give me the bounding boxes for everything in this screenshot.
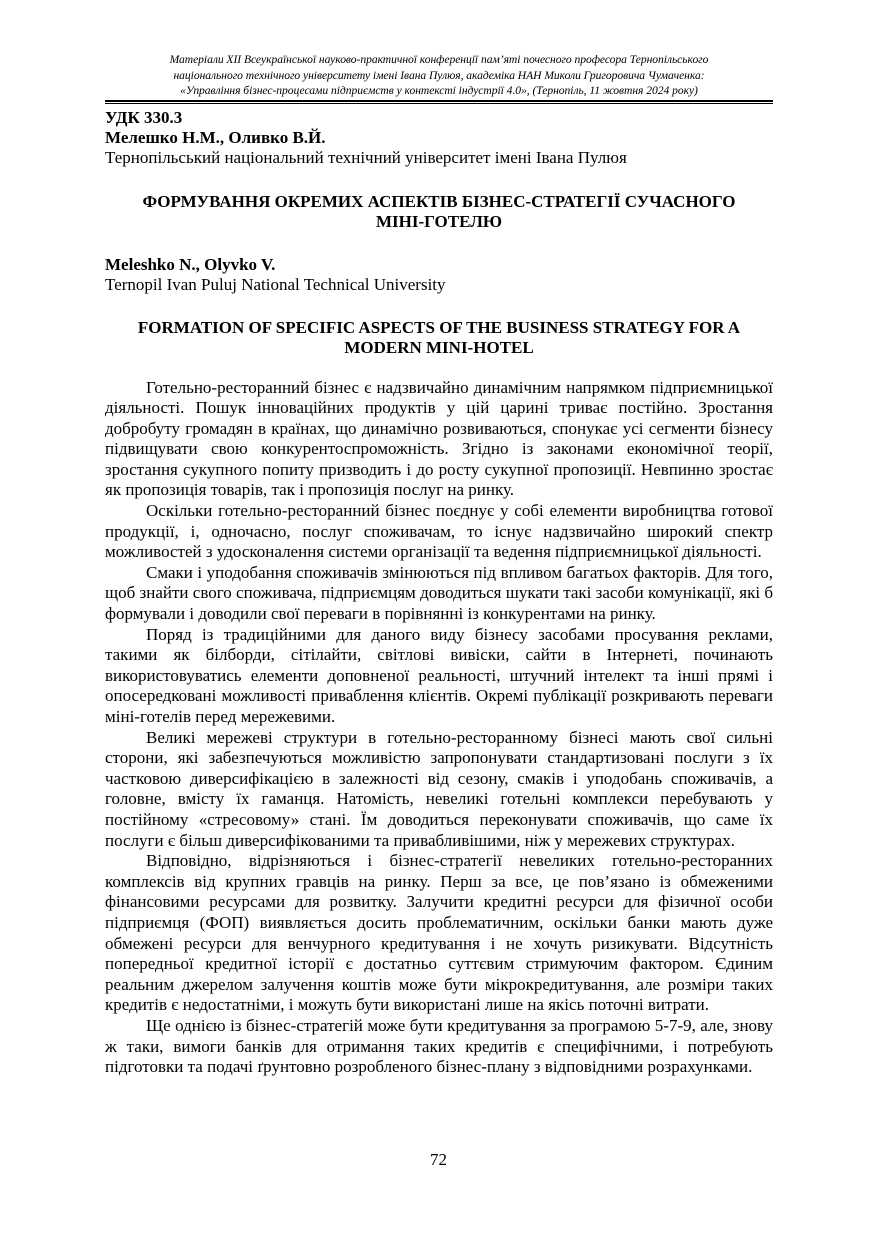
body-text bbox=[105, 378, 773, 1078]
paragraph: Смаки і уподобання споживачів змінюються під впливом багатьох факторів. Для того, щоб знайти свого споживача, підприємцям доводиться шукати такі засоби комунікації, які б формували і доводили свої переваги в порівнянні із конкурентами на ринку. bbox=[105, 562, 773, 624]
paragraph: Готельно-ресторанний бізнес є надзвичайно динамічним напрямком підприємницької діяльності. Пошук інноваційних продуктів у цій царині триває постійно. Зростання добробуту громадян в країнах, що динамічно розвиваються, спонукає усі сегменти бізнесу підвищувати свою конкурентоспроможність. Згідно із законами економічної теорії, зростання сукупного попиту призводить і до росту сукупної пропозиції. Невпинно зростає як пропозиція товарів, так і пропозиція послуг на ринку. bbox=[105, 377, 773, 500]
paper-page bbox=[105, 52, 773, 1078]
header-divider bbox=[105, 100, 773, 104]
running-header bbox=[105, 52, 773, 99]
running-header-line: Матеріали XII Всеукраїнської науково-практичної конференції пам’яті почесного професора Тернопільського bbox=[169, 53, 709, 66]
paragraph: Відповідно, відрізняються і бізнес-стратегії невеликих готельно-ресторанних комплексів від крупних гравців на ринку. Перш за все, це пов’язано із обмеженими фінансовими ресурсами для розвитку. Залучити кредитні ресурси для фізичної особи підприємця (ФОП) виявляється досить проблематичним, оскільки банки мають дуже обмежені ресурси для венчурного кредитування і не хочуть ризикувати. Відсутність попередньої кредитної історії є достатньо суттєвим стримуючим фактором. Єдиним реальним джерелом залучення коштів може бути мікрокредитування, але розміри таких кредитів є недостатніми, і можуть бути використані лише на якісь поточні витрати. bbox=[105, 851, 773, 1015]
paragraph: Великі мережеві структури в готельно-ресторанному бізнесі мають свої сильні сторони, які забезпечуються можливістю запропонувати стандартизовані послуги з їх частковою диверсифікацією в залежності від сезону, смаків і уподобань споживачів, а головне, вмісту їх гаманця. Натомість, невеликі готельні комплекси перебувають у постійному «стресовому» стані. Їм доводиться переконувати споживачів, що саме їх послуги є більш диверсифікованими та привабливішими, ніж у мережевих структурах. bbox=[105, 727, 773, 850]
running-header-line: національного технічного університету імені Івана Пулюя, академіка НАН Миколи Григоровича Чумаченка: bbox=[173, 68, 705, 82]
authors-en: Meleshko N., Olyvko V. bbox=[105, 254, 276, 274]
page-number: 72 bbox=[430, 1150, 447, 1169]
authors-ua: Мелешко Н.М., Оливко В.Й. bbox=[105, 127, 326, 147]
affiliation-ua: Тернопільський національний технічний університет імені Івана Пулюя bbox=[105, 147, 627, 167]
running-header-line: «Управління бізнес-процесами підприємств у контексті індустрії 4.0», (Тернопіль, 11 жовтня 2024 року) bbox=[180, 84, 698, 97]
paper-title-en: FORMATION OF SPECIFIC ASPECTS OF THE BUSINESS STRATEGY FOR A MODERN MINI-HOTEL bbox=[137, 317, 741, 357]
udc-code: УДК 330.3 bbox=[105, 107, 183, 127]
affiliation-en: Ternopil Ivan Puluj National Technical University bbox=[105, 274, 446, 294]
paragraph: Ще однією із бізнес-стратегій може бути кредитування за програмою 5-7-9, але, знову ж таки, вимоги банків для отримання таких кредитів є специфічними, і потребують підготовки та подачі ґрунтовно розробленого бізнес-плану з відповідними розрахунками. bbox=[105, 1015, 773, 1077]
paper-title-ua: ФОРМУВАННЯ ОКРЕМИХ АСПЕКТІВ БІЗНЕС-СТРАТЕГІЇ СУЧАСНОГО МІНІ-ГОТЕЛЮ bbox=[142, 191, 736, 231]
paragraph: Поряд із традиційними для даного виду бізнесу засобами просування реклами, такими як білборди, сітілайти, світлові вивіски, сайти в Інтернеті, починають використовуватись елементи доповненої реальності, штучний інтелект та інші прямі і опосередковані можливості приваблення клієнтів. Окремі публікації розкривають переваги міні-готелів перед мережевими. bbox=[105, 624, 773, 726]
paragraph: Оскільки готельно-ресторанний бізнес поєднує у собі елементи виробництва готової продукції, і, одночасно, послуг споживачам, то існує надзвичайно широкий спектр можливостей з удосконалення системи організації та ведення підприємницької діяльності. bbox=[105, 501, 773, 562]
